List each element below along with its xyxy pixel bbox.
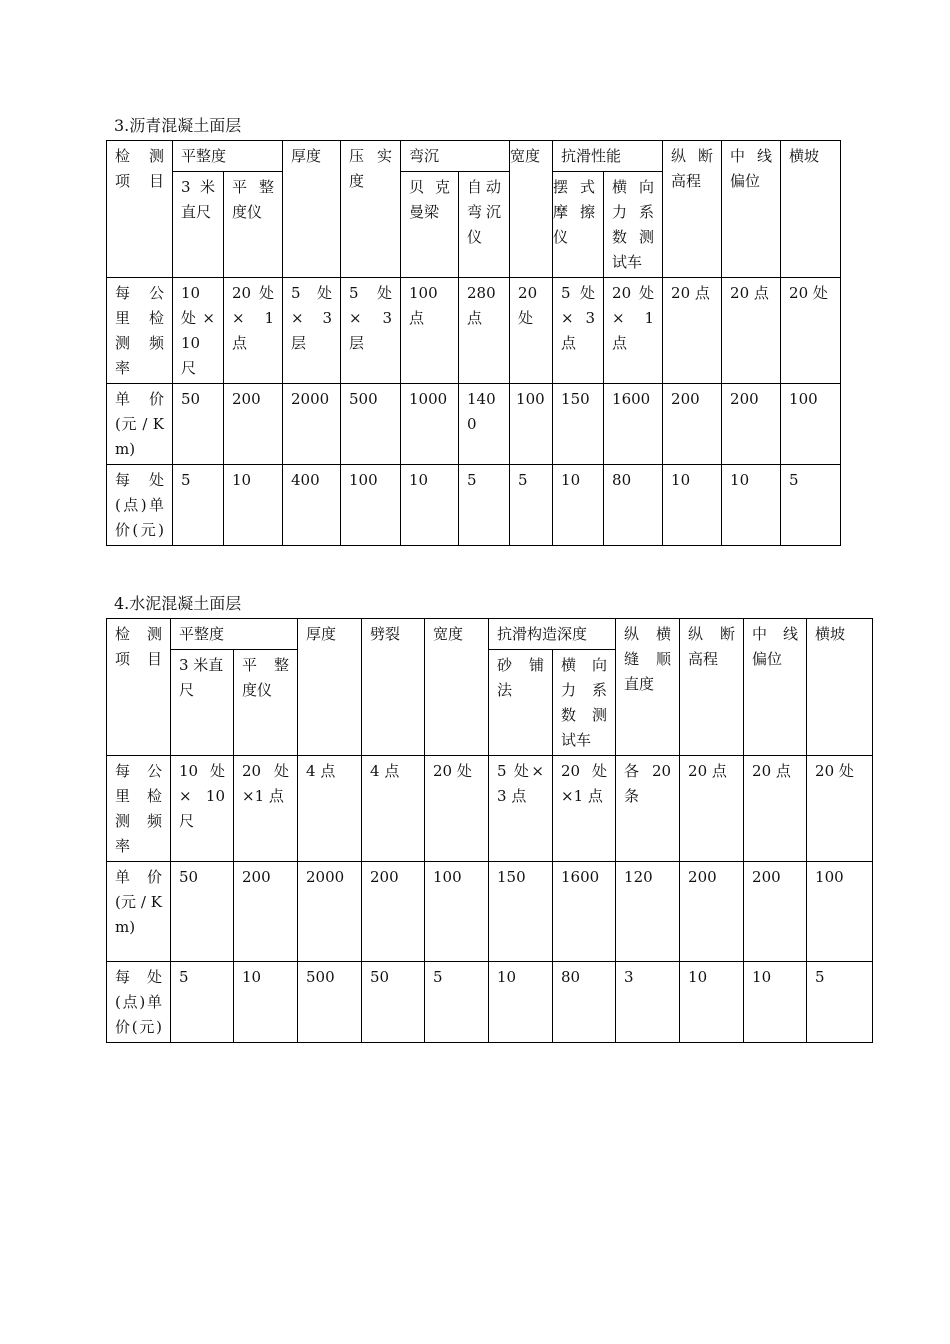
price-km-cell: 200 [722,384,781,465]
row-header-price-per-point: 每 处 (点)单价(元) [107,962,171,1043]
col-header-flatness: 平整度 [171,619,298,650]
section-3-title: 3.沥青混凝土面层 [114,116,242,135]
freq-cell: 4 点 [298,756,362,862]
price-km-cell: 200 [663,384,722,465]
price-km-cell: 120 [616,862,680,962]
subheader-3m-ruler: 3 米直 尺 [171,650,234,756]
freq-cell: 20 处 [781,278,841,384]
price-km-cell: 50 [173,384,224,465]
price-point-cell: 10 [680,962,744,1043]
subheader-scrim-vehicle: 横 向 力 系 数 测 试车 [553,650,616,756]
freq-cell: 20 处 [807,756,873,862]
freq-cell: 20 处 [510,278,553,384]
row-header-frequency: 每 公 里 检 测 频 率 [107,278,173,384]
freq-cell: 20 处 ×1 点 [234,756,298,862]
subheader-profilometer: 平整 度仪 [234,650,298,756]
freq-cell: 5 处 × 3 层 [283,278,341,384]
price-point-cell: 10 [234,962,298,1043]
col-header-splitting: 劈裂 [362,619,425,756]
price-point-cell: 10 [744,962,807,1043]
subheader-benkelman-beam: 贝 克 曼梁 [401,172,459,278]
price-point-cell: 5 [171,962,234,1043]
freq-cell: 280 点 [459,278,510,384]
freq-cell: 各 20 条 [616,756,680,862]
freq-cell: 20 处 [425,756,489,862]
col-header-thickness: 厚度 [298,619,362,756]
col-header-width: 宽度 [425,619,489,756]
asphalt-inspection-table [106,140,841,546]
price-km-cell: 150 [489,862,553,962]
col-header-texture-depth: 抗滑构造深度 [489,619,616,650]
price-point-cell: 10 [722,465,781,546]
price-point-cell: 5 [807,962,873,1043]
row-header-item: 检 测 项 目 [107,619,171,756]
price-point-cell: 400 [283,465,341,546]
freq-cell: 100 点 [401,278,459,384]
freq-cell: 20 点 [680,756,744,862]
price-point-cell: 10 [401,465,459,546]
subheader-auto-deflectometer: 自动 弯沉 仪 [459,172,510,278]
freq-cell: 20 处 × 1 点 [604,278,663,384]
subheader-profilometer: 平整 度仪 [224,172,283,278]
price-km-cell: 100 [510,384,553,465]
freq-cell: 20 点 [744,756,807,862]
freq-cell: 5 处× 3 点 [489,756,553,862]
col-header-profile-elevation: 纵 断 高程 [663,141,722,278]
col-header-thickness: 厚度 [283,141,341,278]
freq-cell: 20 处 × 1 点 [224,278,283,384]
col-header-compaction: 压 实 度 [341,141,401,278]
freq-cell: 10 处 × 10 尺 [171,756,234,862]
price-km-cell: 1600 [604,384,663,465]
row-header-price-per-point: 每 处 (点)单价(元) [107,465,173,546]
price-point-cell: 100 [341,465,401,546]
price-km-cell: 200 [744,862,807,962]
price-km-cell: 200 [234,862,298,962]
freq-cell: 5 处 × 3 层 [341,278,401,384]
price-km-cell: 1600 [553,862,616,962]
col-header-joint-straightness: 纵 横 缝 顺 直度 [616,619,680,756]
price-point-cell: 80 [553,962,616,1043]
price-point-cell: 5 [173,465,224,546]
row-header-price-per-km: 单 价 (元 / Km) [107,384,173,465]
price-km-cell: 100 [781,384,841,465]
price-point-cell: 5 [781,465,841,546]
price-km-cell: 1400 [459,384,510,465]
price-km-cell: 100 [425,862,489,962]
price-point-cell: 5 [510,465,553,546]
col-header-crossfall: 横坡 [807,619,873,756]
col-header-centerline-offset: 中 线 偏位 [744,619,807,756]
price-point-cell: 5 [425,962,489,1043]
col-header-centerline-offset: 中 线 偏位 [722,141,781,278]
price-point-cell: 500 [298,962,362,1043]
freq-cell: 20 点 [663,278,722,384]
col-header-flatness: 平整度 [173,141,283,172]
subheader-scrim-vehicle: 横 向 力 系 数 测 试车 [604,172,663,278]
price-point-cell: 10 [663,465,722,546]
price-km-cell: 200 [224,384,283,465]
row-header-price-per-km: 单 价 (元 / Km) [107,862,171,962]
col-header-crossfall: 横坡 [781,141,841,278]
concrete-inspection-table [106,618,873,1043]
price-point-cell: 50 [362,962,425,1043]
price-point-cell: 80 [604,465,663,546]
col-header-width: 宽度 [510,141,553,278]
price-km-cell: 200 [680,862,744,962]
price-point-cell: 10 [553,465,604,546]
price-km-cell: 100 [807,862,873,962]
freq-cell: 20 处 ×1 点 [553,756,616,862]
price-km-cell: 1000 [401,384,459,465]
freq-cell: 10 处×10 尺 [173,278,224,384]
price-point-cell: 5 [459,465,510,546]
freq-cell: 20 点 [722,278,781,384]
freq-cell: 4 点 [362,756,425,862]
price-km-cell: 50 [171,862,234,962]
col-header-skid: 抗滑性能 [553,141,663,172]
freq-cell: 5 处 × 3 点 [553,278,604,384]
price-point-cell: 10 [224,465,283,546]
subheader-3m-ruler: 3 米 直尺 [173,172,224,278]
col-header-deflection: 弯沉 [401,141,510,172]
price-km-cell: 150 [553,384,604,465]
price-km-cell: 200 [362,862,425,962]
price-km-cell: 2000 [283,384,341,465]
price-point-cell: 10 [489,962,553,1043]
price-km-cell: 500 [341,384,401,465]
price-point-cell: 3 [616,962,680,1043]
subheader-pendulum-tester: 摆 式 摩 擦 仪 [553,172,604,278]
row-header-item: 检 测 项 目 [107,141,173,278]
section-4-title: 4.水泥混凝土面层 [114,594,242,613]
row-header-frequency: 每 公 里 检 测 频 率 [107,756,171,862]
price-km-cell: 2000 [298,862,362,962]
col-header-profile-elevation: 纵 断 高程 [680,619,744,756]
subheader-sand-patch: 砂 铺 法 [489,650,553,756]
